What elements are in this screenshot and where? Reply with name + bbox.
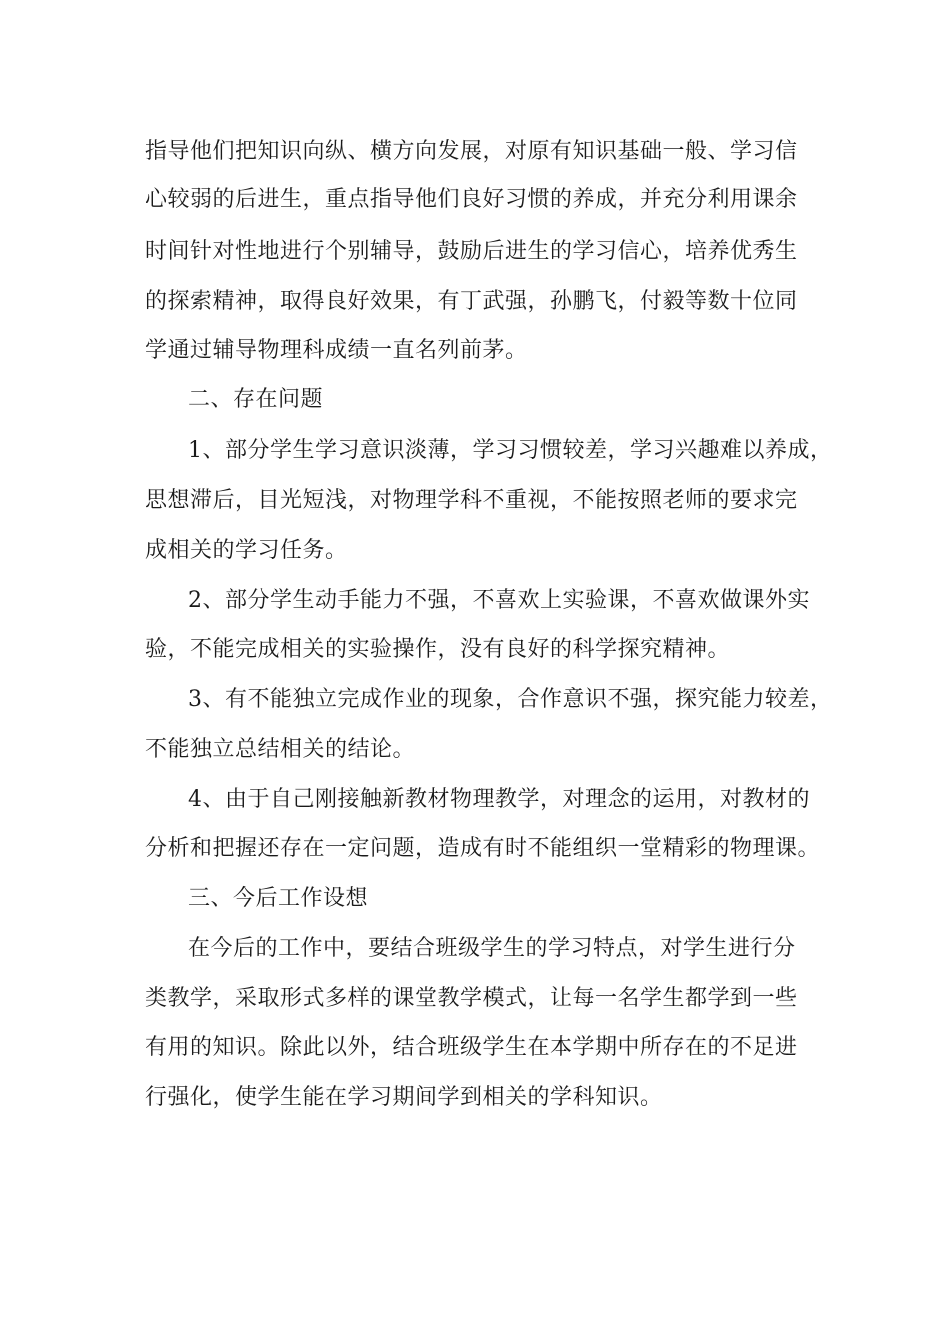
text-line: 1、部分学生学习意识淡薄，学习习惯较差，学习兴趣难以养成，	[188, 438, 833, 463]
text-line: 成相关的学习任务。	[145, 538, 348, 563]
text-line: 思想滞后，目光短浅，对物理学科不重视，不能按照老师的要求完	[145, 488, 798, 513]
text-line: 不能独立总结相关的结论。	[145, 737, 416, 762]
text-line: 验，不能完成相关的实验操作，没有良好的科学探究精神。	[145, 637, 731, 662]
text-line: 2、部分学生动手能力不强，不喜欢上实验课，不喜欢做课外实	[188, 588, 810, 613]
text-line: 指导他们把知识向纵、横方向发展，对原有知识基础一般、学习信	[145, 139, 798, 164]
text-line: 3、有不能独立完成作业的现象，合作意识不强，探究能力较差，	[188, 687, 833, 712]
text-line: 有用的知识。除此以外，结合班级学生在本学期中所存在的不足进	[145, 1035, 798, 1060]
text-line: 心较弱的后进生，重点指导他们良好习惯的养成，并充分利用课余	[145, 187, 798, 212]
text-line: 4、由于自己刚接触新教材物理教学，对理念的运用，对教材的	[188, 787, 810, 812]
text-line: 学通过辅导物理科成绩一直名列前茅。	[145, 338, 528, 363]
section-heading: 三、今后工作设想	[188, 886, 369, 911]
text-line: 行强化，使学生能在学习期间学到相关的学科知识。	[145, 1085, 663, 1110]
section-heading: 二、存在问题	[188, 387, 324, 412]
text-line: 时间针对性地进行个别辅导，鼓励后进生的学习信心，培养优秀生	[145, 239, 798, 264]
text-line: 分析和把握还存在一定问题，造成有时不能组织一堂精彩的物理课。	[145, 836, 821, 861]
text-line: 类教学，采取形式多样的课堂教学模式，让每一名学生都学到一些	[145, 986, 798, 1011]
text-line: 的探索精神，取得良好效果，有丁武强，孙鹏飞，付毅等数十位同	[145, 289, 798, 314]
text-line: 在今后的工作中，要结合班级学生的学习特点，对学生进行分	[188, 936, 796, 961]
